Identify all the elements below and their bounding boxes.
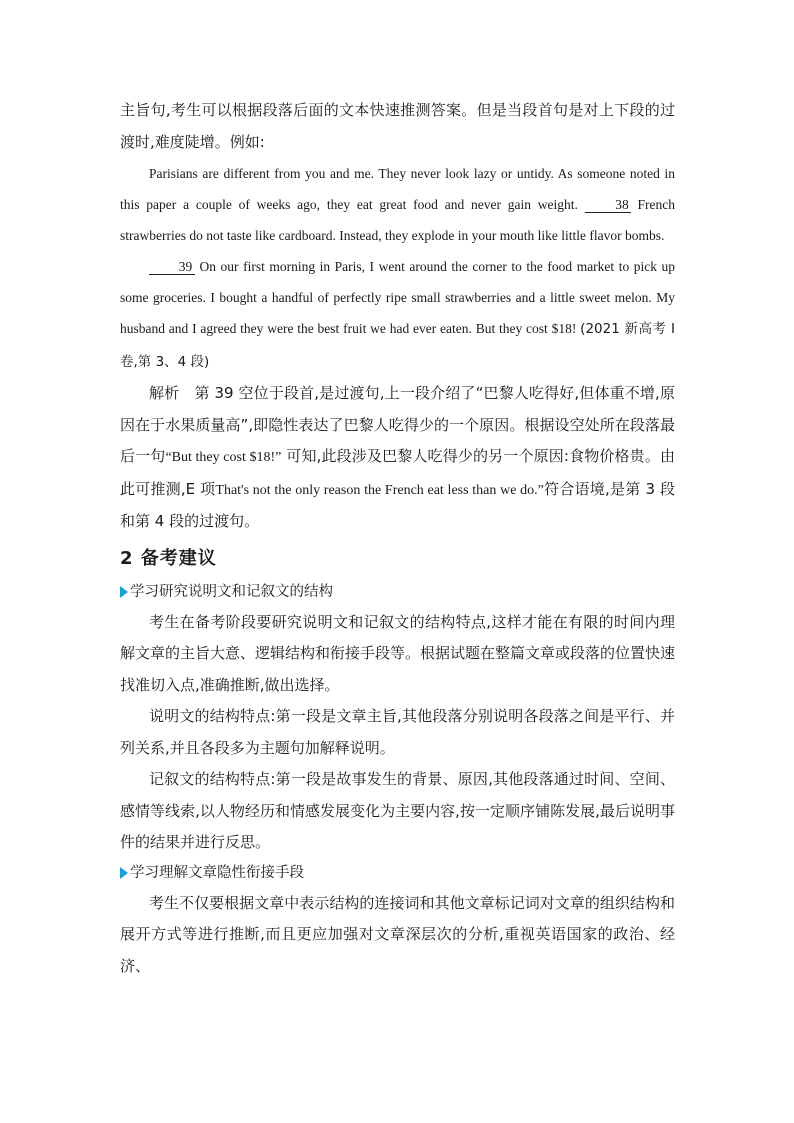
subsection-1-paragraph-1: 考生在备考阶段要研究说明文和记叙文的结构特点,这样才能在有限的时间内理解文章的主旨大意、逻辑结构和衔接手段等。根据试题在整篇文章或段落的位置快速找准切入点,准确推断,做出选择。 — [120, 612, 676, 694]
analysis-paragraph — [120, 378, 675, 538]
analysis-label: 解析 — [149, 384, 180, 402]
subsection-1-heading-text: 学习研究说明文和记叙文的结构 — [130, 583, 333, 600]
section-title: 2 备考建议 — [120, 547, 217, 569]
subsection-2-heading — [120, 859, 675, 888]
analysis-option-text: That's not the only reason the French eat less than we do.” — [215, 482, 544, 498]
analysis-part1: 第 39 空位于段首,是过渡句,上一段介绍了“巴黎人吃得好,但体重不增,原因在于水果质量高”,即隐性表达了巴黎人吃得少的一个原因。根据设空处所在段落最后一句 — [120, 384, 675, 465]
subsection-2-paragraph-1: 考生不仅要根据文章中表示结构的连接词和其他文章标记词对文章的组织结构和展开方式等进行推断,而且更应加强对文章深层次的分析,重视英语国家的政治、经济、 — [120, 893, 675, 975]
example-p1-tail: French strawberries do not taste like cardboard. Instead, they explode in your mouth like little flavor bombs. — [120, 197, 675, 243]
subsection-1-heading — [120, 578, 675, 607]
example-p2-text: On our first morning in Paris, I went around the corner to the food market to pick up some groceries. I bought a handful of perfectly ripe small strawberries and a little sweet melon. My husband and I agreed they were the best fruit we had ever eaten. But they cost $18! — [120, 259, 675, 336]
example-source: (2021 新高考 I 卷,第 3、4 段) — [120, 321, 676, 370]
blank-39: 39 — [149, 259, 195, 275]
example-p1-text: Parisians are different from you and me. They never look lazy or untidy. As someone noted in this paper a couple of weeks ago, they eat great food and never gain weight. — [120, 166, 675, 212]
example-paragraph-1 — [120, 158, 675, 251]
subsection-1-paragraph-2: 说明文的结构特点:第一段是文章主旨,其他段落分别说明各段落之间是平行、并列关系,并且各段多为主题句加解释说明。 — [120, 707, 675, 757]
analysis-part2: 可知,此段涉及巴黎人吃得少的另一个原因:食物价格贵。由此可推测,E 项 — [120, 447, 675, 498]
triangle-bullet-icon — [120, 586, 128, 598]
analysis-quote: “But they cost $18!” — [165, 450, 282, 465]
subsection-2-heading-text: 学习理解文章隐性衔接手段 — [130, 864, 304, 881]
triangle-bullet-icon — [120, 867, 128, 879]
subsection-1-paragraph-3: 记叙文的结构特点:第一段是故事发生的背景、原因,其他段落通过时间、空间、感情等线索,以人物经历和情感发展变化为主要内容,按一定顺序铺陈发展,最后说明事件的结果并进行反思。 — [120, 770, 675, 851]
blank-38: 38 — [585, 197, 631, 213]
analysis-part3: 符合语境,是第 3 段和第 4 段的过渡句。 — [120, 479, 675, 530]
document-body — [120, 95, 675, 982]
example-paragraph-2 — [120, 251, 675, 378]
intro-paragraph: 主旨句,考生可以根据段落后面的文本快速推测答案。但是当段首句是对上下段的过渡时,难度陡增。例如: — [120, 101, 675, 151]
